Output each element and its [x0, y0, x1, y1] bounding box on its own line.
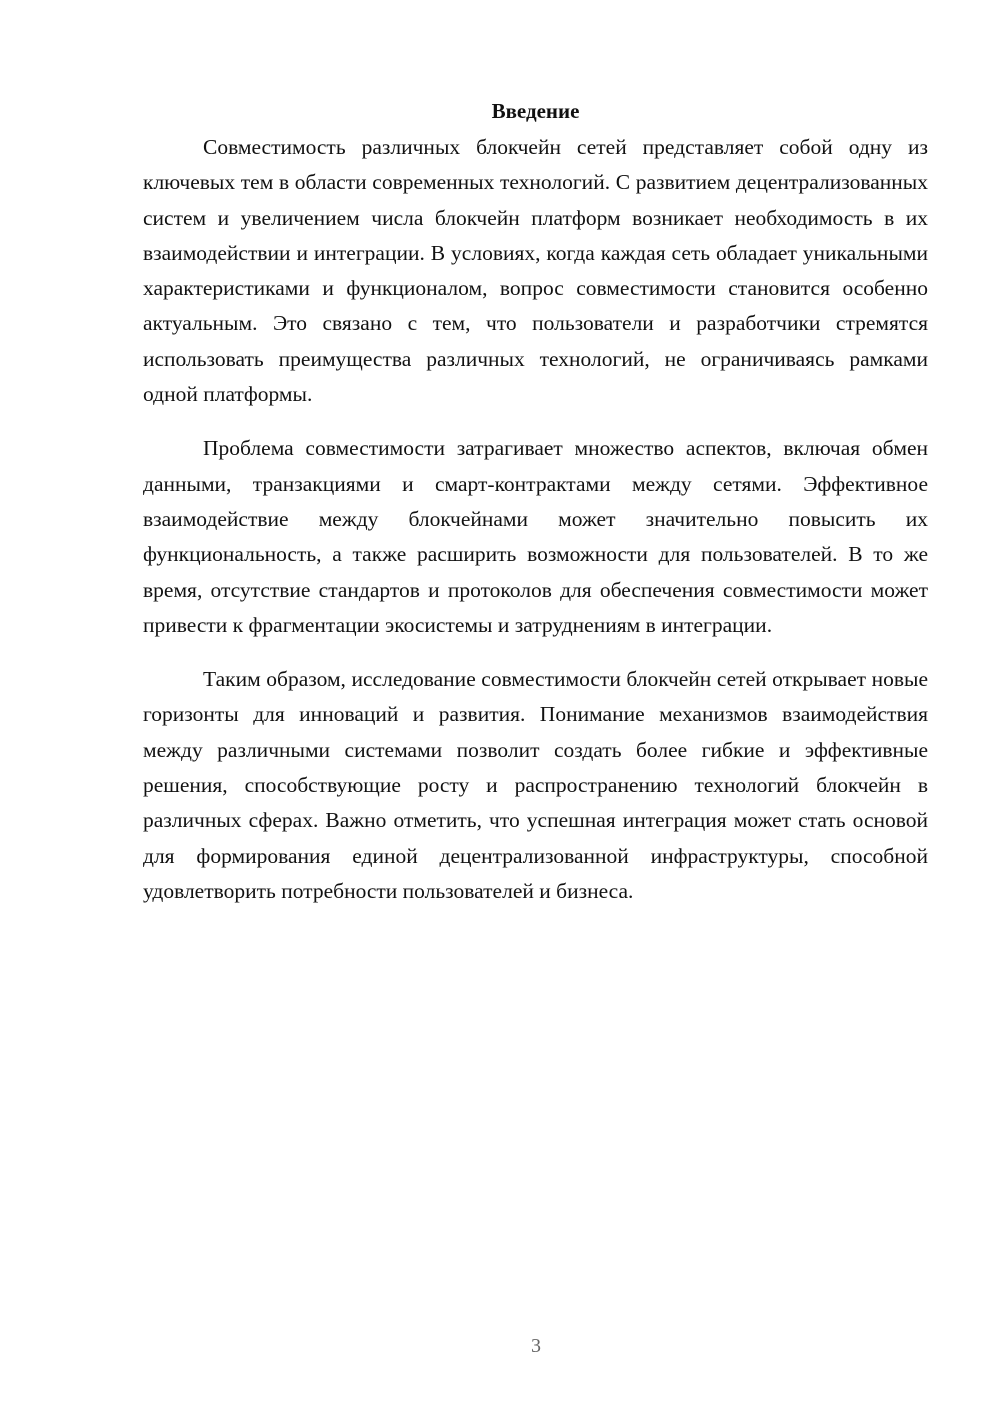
page-number: 3	[531, 1335, 541, 1357]
paragraph-3: Таким образом, исследование совместимости блокчейн сетей открывает новые горизонты для инноваций и развития. Понимание механизмов взаимодействия между различными системами позволит создать более гибкие и эффективные решения, способствующие росту и распространению технологий блокчейн в различных сферах. Важно отметить, что успешная интеграция может стать основой для формирования единой децентрализованной инфраструктуры, способной удовлетворить потребности пользователей и бизнеса.	[143, 667, 928, 903]
paragraph-1: Совместимость различных блокчейн сетей представляет собой одну из ключевых тем в области современных технологий. С развитием децентрализованных систем и увеличением числа блокчейн платформ возникает необходимость в их взаимодействии и интеграции. В условиях, когда каждая сеть обладает уникальными характеристиками и функционалом, вопрос совместимости становится особенно актуальным. Это связано с тем, что пользователи и разработчики стремятся использовать преимущества различных технологий, не ограничиваясь рамками одной платформы.	[143, 135, 928, 407]
paragraph-2: Проблема совместимости затрагивает множество аспектов, включая обмен данными, транзакциями и смарт-контрактами между сетями. Эффективное взаимодействие между блокчейнами может значительно повысить их функциональность, а также расширить возможности для пользователей. В то же время, отсутствие стандартов и протоколов для обеспечения совместимости может привести к фрагментации экосистемы и затруднениям в интеграции.	[143, 436, 928, 637]
section-title: Введение	[491, 99, 580, 123]
page-content	[143, 94, 928, 928]
